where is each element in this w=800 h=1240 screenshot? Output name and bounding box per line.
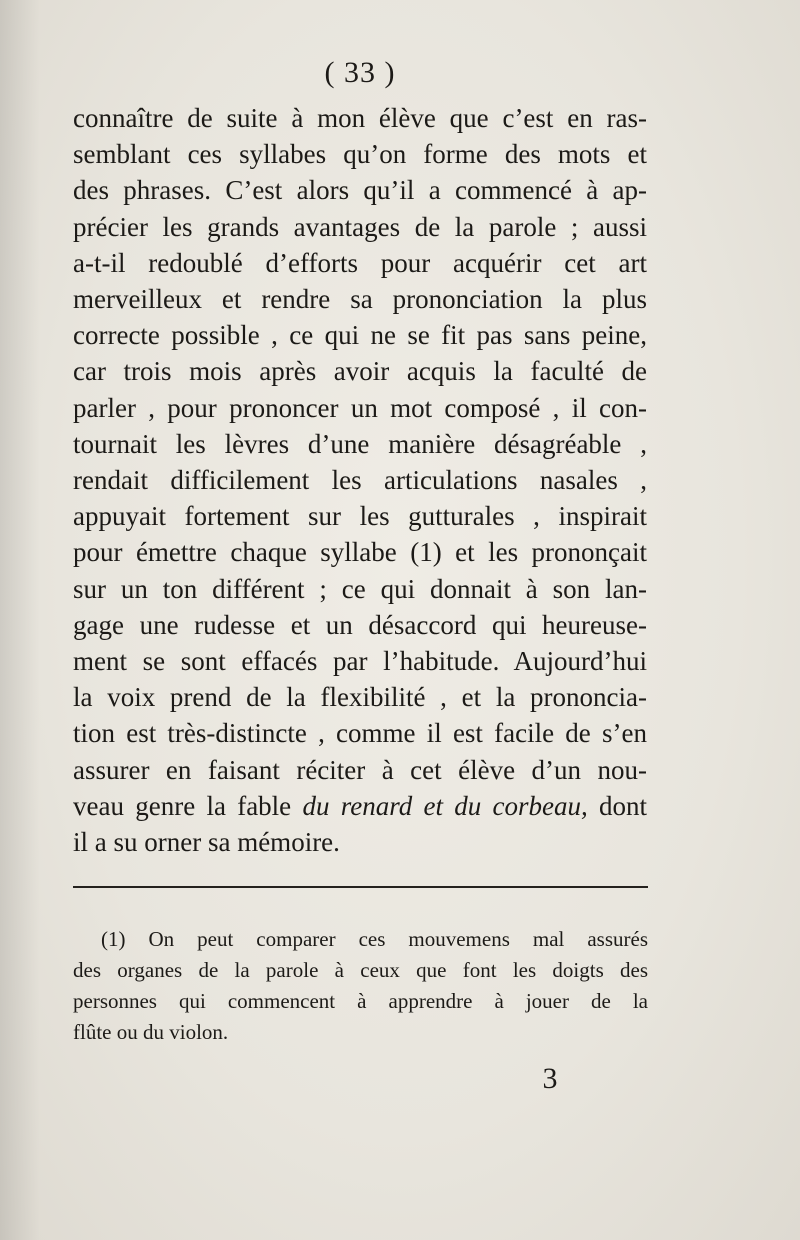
signature-mark: 3 <box>542 1062 558 1095</box>
footnote-line-4: flûte ou du violon. <box>73 1020 229 1044</box>
body-line-1: connaître de suite à mon élève que c’est en ras- <box>73 103 647 133</box>
body-line-20-end: dont <box>587 790 647 821</box>
body-line-20 <box>73 788 647 824</box>
body-line-17: la voix prend de la flexibilité , et la prononcia- <box>73 682 647 713</box>
body-line-12: appuyait fortement sur les gutturales , inspirait <box>73 501 647 532</box>
body-line-6: merveilleux et rendre sa prononciation la plus <box>73 284 647 315</box>
body-text <box>73 100 647 860</box>
body-line-10: tournait les lèvres d’une manière désagréable , <box>73 428 647 459</box>
body-line-18: tion est très-distincte , comme il est facile de s’en <box>73 718 647 749</box>
footnote-divider <box>73 886 648 888</box>
body-line-7: correcte possible , ce qui ne se fit pas sans peine, <box>73 320 647 351</box>
body-line-5: a-t-il redoublé d’efforts pour acquérir cet art <box>73 247 647 278</box>
fable-title: du renard et du corbeau, <box>302 790 588 821</box>
body-line-15: gage une rudesse et un désaccord qui heureuse- <box>73 609 647 640</box>
footnote <box>73 924 648 1048</box>
body-line-8: car trois mois après avoir acquis la faculté de <box>73 356 647 387</box>
body-line-13: pour émettre chaque syllabe (1) et les prononçait <box>73 537 647 568</box>
body-line-9: parler , pour prononcer un mot composé , il con- <box>73 392 647 423</box>
body-line-11: rendait difficilement les articulations nasales , <box>73 465 647 496</box>
body-line-3: des phrases. C’est alors qu’il a commencé à ap- <box>73 175 647 206</box>
body-line-21: il a su orner sa mémoire. <box>73 827 340 858</box>
body-line-19: assurer en faisant réciter à cet élève d’un nou- <box>73 754 647 785</box>
footnote-line-2: des organes de la parole à ceux que font les doigts des <box>73 958 648 982</box>
body-line-4: précier les grands avantages de la parole ; aussi <box>73 211 647 242</box>
body-line-14: sur un ton différent ; ce qui donnait à son lan- <box>73 573 647 604</box>
body-line-2: semblant ces syllabes qu’on forme des mots et <box>73 139 647 170</box>
body-line-16: ment se sont effacés par l’habitude. Aujourd’hui <box>73 646 647 677</box>
footnote-line-3: personnes qui commencent à apprendre à jouer de la <box>73 989 648 1013</box>
page-gutter-shadow <box>0 0 40 1240</box>
footnote-line-1: (1) On peut comparer ces mouvemens mal assurés <box>101 927 648 951</box>
body-line-20-start: veau genre la fable <box>73 790 303 821</box>
page-number: ( 33 ) <box>324 56 396 89</box>
